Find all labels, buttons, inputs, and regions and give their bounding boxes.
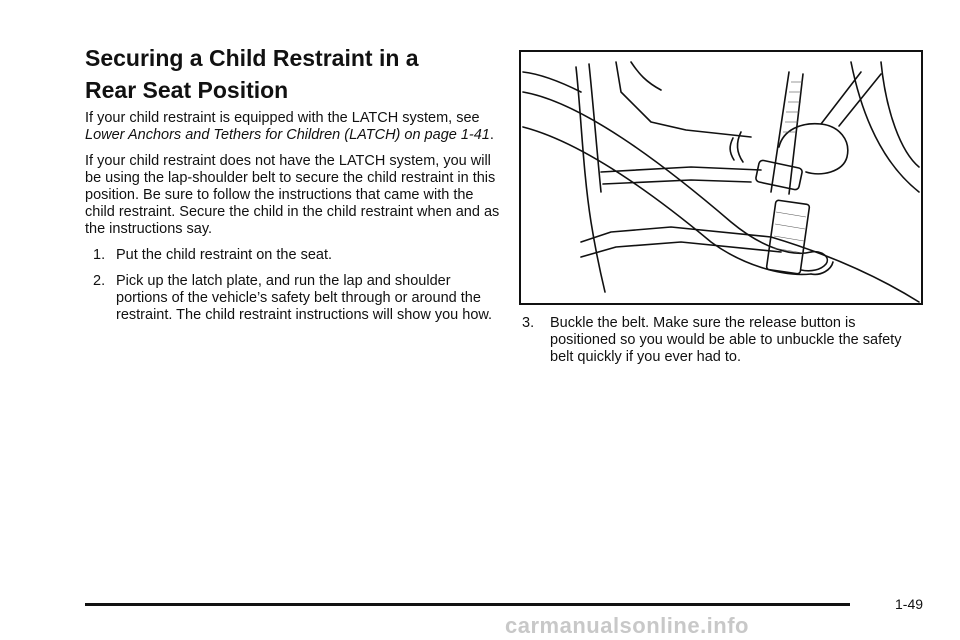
page-number: 1-49: [895, 596, 924, 612]
right-column: [522, 315, 922, 375]
left-column: [85, 110, 500, 333]
illustration-drawing: [521, 52, 921, 303]
latch-reference-link[interactable]: Lower Anchors and Tethers for Children (LATCH) on page 1-41: [85, 127, 490, 143]
step-text: Pick up the latch plate, and run the lap and shoulder portions of the vehicle’s safety belt through or around the restraint. The child restraint instructions will show you how.: [116, 273, 493, 323]
steps-list: [85, 247, 500, 324]
title-line-1: Securing a Child Restraint in a: [85, 45, 419, 71]
step-number: 1.: [93, 247, 106, 263]
step-item: [522, 315, 922, 366]
intro-end: .: [489, 127, 494, 143]
step-text: Buckle the belt. Make sure the release button is positioned so you would be able to unbuckle the safety belt quickly if you ever had to.: [550, 315, 902, 365]
step-number: 3.: [522, 315, 535, 331]
step-item: [85, 247, 500, 264]
intro-paragraph-2: If your child restraint does not have the LATCH system, you will be using the lap-shoulder belt to secure the child restraint in this position. Be sure to follow the instructions that came with the child restraint. Secure the child in the child restraint when and as the instructions say.: [85, 153, 500, 237]
intro-text: If your child restraint is equipped with the LATCH system, see: [85, 110, 480, 126]
step-text: Put the child restraint on the seat.: [116, 247, 333, 263]
watermark: carmanualsonline.info: [505, 613, 749, 638]
step-item: [85, 273, 500, 324]
step-number: 2.: [93, 273, 106, 289]
buckle-belt-illustration: [519, 50, 923, 305]
page-title: [85, 42, 505, 106]
intro-paragraph-1: [85, 110, 500, 144]
footer-rule: [85, 603, 850, 606]
title-line-2: Rear Seat Position: [85, 77, 289, 103]
steps-list-continued: [522, 315, 922, 366]
